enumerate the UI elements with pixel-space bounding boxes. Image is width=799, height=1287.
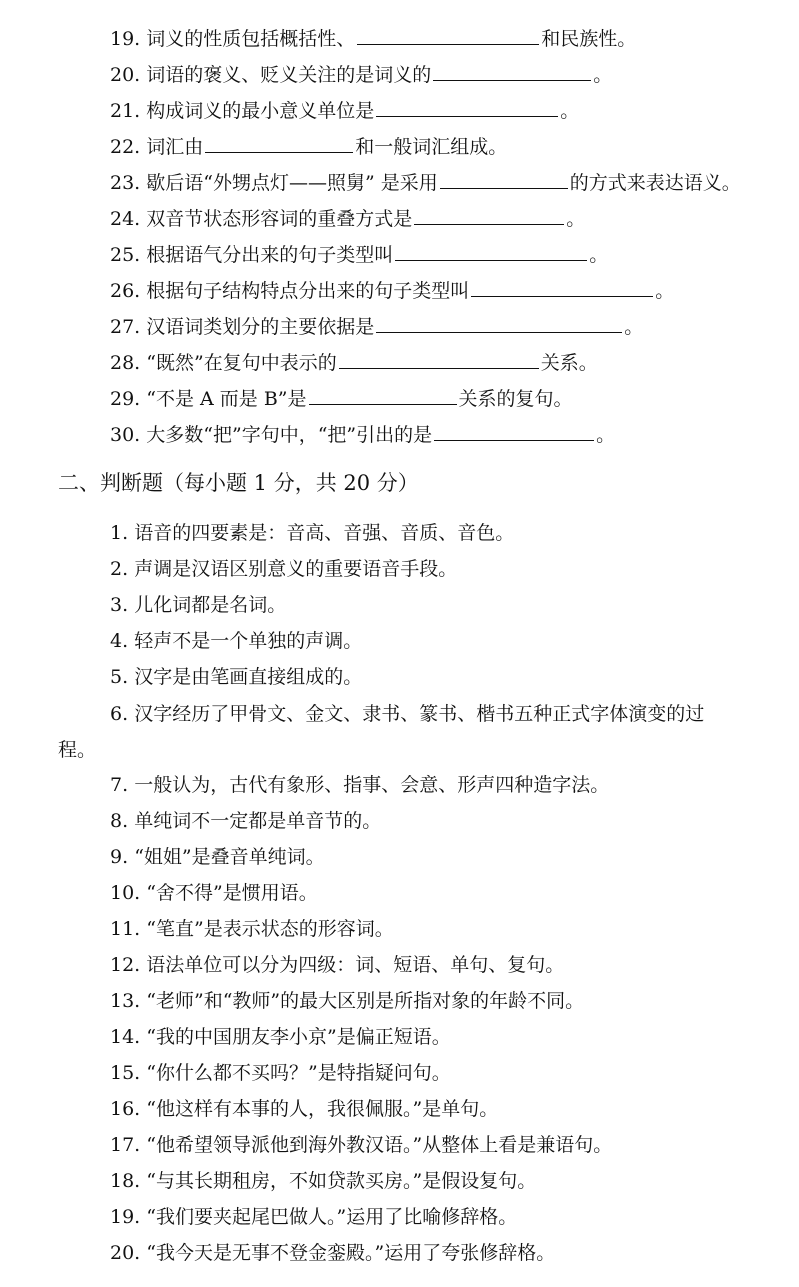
fill-item-29 [110,385,573,409]
item-text: “与其长期租房，不如贷款买房。”是假设复句。 [146,1170,537,1192]
item-text: 汉字经历了甲骨文、金文、隶书、篆书、楷书五种正式字体演变的过 [134,703,705,725]
fill-item-23 [110,169,741,193]
answer-blank[interactable] [376,313,622,333]
item-number: 8. [110,810,129,832]
item-text: 。 [596,424,616,446]
item-text: “不是 A 而是 B”是 [146,388,307,410]
item-text: 。 [624,316,644,338]
judge-item-17 [110,1133,612,1157]
item-number: 17. [110,1134,141,1156]
item-number: 19. [110,28,141,50]
item-number: 2. [110,558,129,580]
item-text: 儿化词都是名词。 [134,594,287,616]
item-number: 23. [110,172,141,194]
item-text: 根据语气分出来的句子类型叫 [146,244,394,266]
judge-item-14 [110,1025,451,1049]
judge-item-10 [110,881,318,905]
item-number: 22. [110,136,141,158]
judge-item-18 [110,1169,536,1193]
judge-item-12 [110,953,564,977]
judge-item-13 [110,989,584,1013]
answer-blank[interactable] [357,25,539,45]
item-text: “舍不得”是惯用语。 [146,882,318,904]
judge-item-20 [110,1241,555,1265]
item-text: 。 [593,64,613,86]
item-text: “我们要夹起尾巴做人。”运用了比喻修辞格。 [146,1206,518,1228]
item-number: 5. [110,666,129,688]
item-text: 单纯词不一定都是单音节的。 [134,810,382,832]
answer-blank[interactable] [434,421,594,441]
answer-blank[interactable] [433,61,591,81]
item-text: 汉语词类划分的主要依据是 [146,316,375,338]
answer-blank[interactable] [205,133,353,153]
item-text: 一般认为，古代有象形、指事、会意、形声四种造字法。 [134,774,610,796]
item-text: “你什么都不买吗？”是特指疑问句。 [146,1062,451,1084]
item-text: 词义的性质包括概括性、 [146,28,356,50]
item-text: 。 [655,280,675,302]
item-text: “老师”和“教师”的最大区别是所指对象的年龄不同。 [146,990,585,1012]
item-number: 25. [110,244,141,266]
judge-item-4 [110,629,362,653]
judge-item-11 [110,917,394,941]
item-text: 歇后语“外甥点灯——照舅” 是采用 [146,172,438,194]
item-text: 和一般词汇组成。 [355,136,508,158]
item-number: 20. [110,1242,141,1264]
fill-item-28 [110,349,598,373]
item-number: 12. [110,954,141,976]
item-number: 20. [110,64,141,86]
judge-item-16 [110,1097,498,1121]
answer-blank[interactable] [471,277,653,297]
answer-blank[interactable] [395,241,587,261]
judge-item-8 [110,809,381,833]
item-text: “我今天是无事不登金銮殿。”运用了夸张修辞格。 [146,1242,556,1264]
item-number: 14. [110,1026,141,1048]
item-number: 19. [110,1206,141,1228]
item-number: 4. [110,630,129,652]
item-text: 关系的复句。 [458,388,573,410]
section-heading: 二、判断题（每小题 1 分，共 20 分） [58,471,419,495]
judge-item-7 [110,773,609,797]
item-text: “笔直”是表示状态的形容词。 [146,918,394,940]
judge-item-19 [110,1205,517,1229]
item-text: 和民族性。 [541,28,637,50]
fill-item-24 [110,205,585,229]
item-number: 11. [110,918,141,940]
item-text: “我的中国朋友李小京”是偏正短语。 [146,1026,451,1048]
item-number: 16. [110,1098,141,1120]
item-number: 26. [110,280,141,302]
answer-blank[interactable] [440,169,568,189]
item-text: “他希望领导派他到海外教汉语。”从整体上看是兼语句。 [146,1134,613,1156]
fill-item-19 [110,25,636,49]
item-text: 轻声不是一个单独的声调。 [134,630,363,652]
item-text: 语法单位可以分为四级：词、短语、单句、复句。 [146,954,565,976]
item-text: 词语的褒义、贬义关注的是词义的 [146,64,432,86]
item-text: “姐姐”是叠音单纯词。 [134,846,325,868]
item-number: 18. [110,1170,141,1192]
judge-item-3 [110,593,286,617]
item-number: 15. [110,1062,141,1084]
answer-blank[interactable] [309,385,457,405]
item-text: 双音节状态形容词的重叠方式是 [146,208,413,230]
item-text: 语音的四要素是：音高、音强、音质、音色。 [134,522,515,544]
fill-item-20 [110,61,612,85]
item-number: 6. [110,703,129,725]
item-number: 9. [110,846,129,868]
fill-item-25 [110,241,608,265]
judge-item-1 [110,521,514,545]
item-text: 汉字是由笔画直接组成的。 [134,666,363,688]
judge-item-6 [110,702,704,726]
item-text: 声调是汉语区别意义的重要语音手段。 [134,558,458,580]
item-text: 的方式来表达语义。 [569,172,741,194]
fill-item-27 [110,313,643,337]
judge-item-15 [110,1061,451,1085]
item-number: 1. [110,522,129,544]
item-number: 13. [110,990,141,1012]
item-number: 28. [110,352,141,374]
answer-blank[interactable] [414,205,564,225]
answer-blank[interactable] [376,97,558,117]
item-number: 24. [110,208,141,230]
item-text: 词汇由 [146,136,204,158]
item-number: 7. [110,774,129,796]
item-number: 10. [110,882,141,904]
item-text: 根据句子结构特点分出来的句子类型叫 [146,280,470,302]
judge-item-9 [110,845,325,869]
fill-item-30 [110,421,615,445]
item-text: “既然”在复句中表示的 [146,352,337,374]
item-text: 构成词义的最小意义单位是 [146,100,375,122]
judge-item-2 [110,557,457,581]
item-text: 关系。 [540,352,598,374]
item-number: 29. [110,388,141,410]
item-number: 21. [110,100,141,122]
fill-item-26 [110,277,674,301]
item-text: 。 [566,208,586,230]
fill-item-22 [110,133,507,157]
judge-item-6-continuation: 程。 [58,739,97,761]
item-number: 30. [110,424,141,446]
item-text: 。 [560,100,580,122]
item-text: 。 [589,244,609,266]
answer-blank[interactable] [339,349,539,369]
item-number: 27. [110,316,141,338]
judge-item-5 [110,665,362,689]
item-text: 大多数“把”字句中，“把”引出的是 [146,424,433,446]
item-number: 3. [110,594,129,616]
item-text: “他这样有本事的人，我很佩服。”是单句。 [146,1098,499,1120]
fill-item-21 [110,97,579,121]
